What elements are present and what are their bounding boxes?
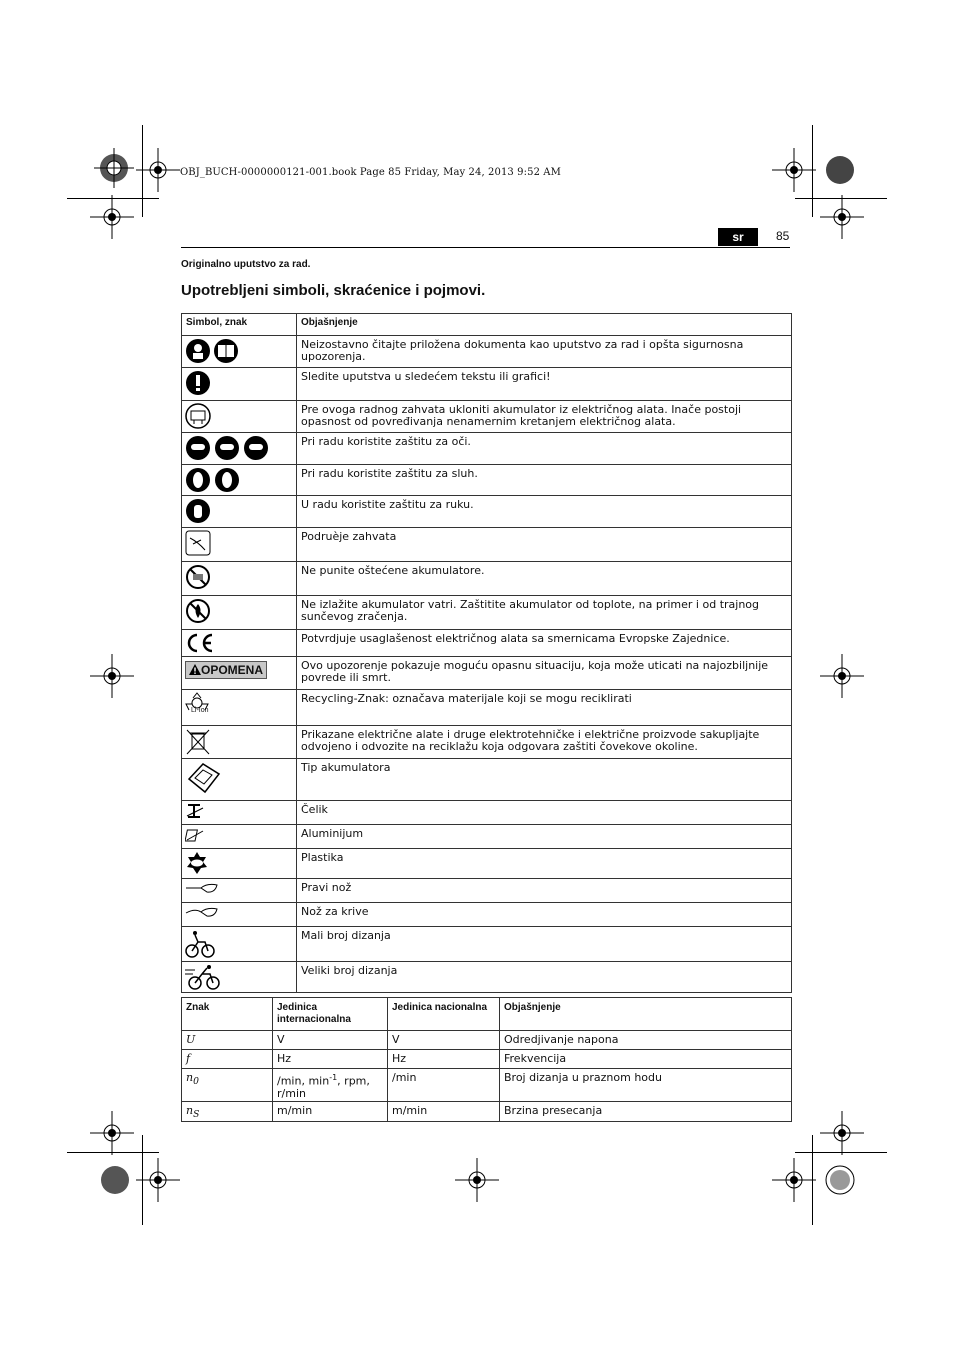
- unit-explanation: Brzina presecanja: [500, 1102, 792, 1122]
- table-row: [182, 927, 792, 962]
- unit-explanation: Broj dizanja u praznom hodu: [500, 1069, 792, 1102]
- unit-national: m/min: [388, 1102, 500, 1122]
- table-row: [182, 690, 792, 726]
- crosshair-icon: [90, 654, 134, 698]
- crosshair-icon: [772, 148, 816, 192]
- book-info-line: OBJ_BUCH-0000000121-001.book Page 85 Friday, May 24, 2013 9:52 AM: [180, 167, 561, 178]
- symbol-explanation: Veliki broj dizanja: [297, 962, 792, 993]
- table-row: [182, 496, 792, 528]
- symbol-explanation: Pravi nož: [297, 879, 792, 903]
- crosshair-icon: [90, 1111, 134, 1155]
- table-row: [182, 962, 792, 993]
- table-header-row: [182, 314, 792, 336]
- unit-international: Hz: [273, 1050, 388, 1069]
- crosshair-icon: [455, 1158, 499, 1202]
- work-area-icon: [185, 530, 211, 556]
- crosshair-icon: [820, 195, 864, 239]
- table-row: [182, 726, 792, 759]
- table-row: [182, 1102, 792, 1122]
- crosshair-icon: [820, 1111, 864, 1155]
- battery-pack-icon: [185, 761, 221, 795]
- unit-explanation: Frekvencija: [500, 1050, 792, 1069]
- symbol-explanation: Sledite uputstva u sledećem tekstu ili grafici!: [297, 368, 792, 401]
- crop-line: [142, 125, 143, 217]
- exclamation-icon: [185, 370, 211, 396]
- column-header: Objašnjenje: [500, 998, 792, 1031]
- table-row: [182, 759, 792, 801]
- aluminium-icon: [185, 827, 205, 843]
- registration-mark-icon: [820, 150, 860, 190]
- table-row: [182, 528, 792, 562]
- symbol-explanation: Ne izlažite akumulator vatri. Zaštitite akumulator od toplote, na primer i od trajnog sunčevog zračenja.: [297, 596, 792, 630]
- table-row: [182, 596, 792, 630]
- eye-protection-icon: [185, 435, 269, 461]
- table-row: [182, 1069, 792, 1102]
- symbol-explanation: Podruèje zahvata: [297, 528, 792, 562]
- crosshair-icon: [820, 654, 864, 698]
- registration-mark-icon: [95, 1160, 135, 1200]
- symbol-explanation: Recycling-Znak: označava materijale koji se mogu reciklirati: [297, 690, 792, 726]
- crop-line: [795, 198, 887, 199]
- unit-international: V: [273, 1031, 388, 1050]
- unit-symbol: n: [186, 1071, 194, 1084]
- table-row: [182, 433, 792, 465]
- unit-international: m/min: [273, 1102, 388, 1122]
- units-table: [181, 997, 792, 1122]
- page-number: 85: [776, 229, 790, 243]
- unit-superscript: -1: [329, 1073, 338, 1082]
- symbol-explanation: Čelik: [297, 801, 792, 825]
- symbol-explanation: Potvrdjuje usaglašenost električnog alata sa smernicama Evropske Zajednice.: [297, 630, 792, 657]
- crop-line: [812, 1135, 813, 1225]
- table-row: [182, 879, 792, 903]
- symbol-explanation: Pri radu koristite zaštitu za sluh.: [297, 465, 792, 496]
- curve-blade-icon: [185, 905, 219, 919]
- registration-mark-icon: [94, 148, 134, 188]
- table-row: [182, 562, 792, 596]
- table-row: [182, 1050, 792, 1069]
- plastic-pvc-icon: [185, 851, 209, 875]
- symbol-explanation: Ovo upozorenje pokazuje moguću opasnu situaciju, koja može uticati na najozbiljnije povrede ili smrt.: [297, 657, 792, 690]
- ear-protection-icon: [185, 467, 241, 493]
- straight-blade-icon: [185, 881, 219, 895]
- unit-symbol: f: [186, 1052, 191, 1065]
- symbol-explanation: Neizostavno čitajte priložena dokumenta kao uputstvo za rad i opšta sigurnosna upozorenja.: [297, 336, 792, 368]
- unit-symbol-subscript: 0: [193, 1076, 199, 1088]
- column-header: Znak: [182, 998, 273, 1031]
- table-row: [182, 1031, 792, 1050]
- symbol-explanation: Ne punite oštećene akumulatore.: [297, 562, 792, 596]
- low-speed-bicycle-icon: [185, 929, 215, 959]
- table-row: [182, 465, 792, 496]
- warning-badge-label: OPOMENA: [201, 663, 264, 677]
- unit-national: /min: [388, 1069, 500, 1102]
- section-heading: Upotrebljeni simboli, skraćenice i pojmovi.: [181, 282, 486, 299]
- unit-symbol: U: [186, 1033, 196, 1046]
- crosshair-icon: [772, 1158, 816, 1202]
- table-row: [182, 657, 792, 690]
- document-subtitle: Originalno uputstvo za rad.: [181, 259, 311, 270]
- table-row: [182, 849, 792, 879]
- crop-line: [142, 1135, 143, 1225]
- table-header-row: [182, 998, 792, 1031]
- symbol-explanation: Plastika: [297, 849, 792, 879]
- read-manual-icon: [185, 338, 239, 364]
- no-charging-damaged-battery-icon: [185, 564, 211, 590]
- table-row: [182, 336, 792, 368]
- unit-symbol: n: [186, 1104, 194, 1117]
- crop-line: [67, 198, 159, 199]
- table-row: [182, 825, 792, 849]
- unit-national: Hz: [388, 1050, 500, 1069]
- hand-protection-icon: [185, 498, 211, 524]
- column-header: Simbol, znak: [182, 314, 297, 336]
- symbol-explanation: U radu koristite zaštitu za ruku.: [297, 496, 792, 528]
- table-row: [182, 401, 792, 433]
- table-row: [182, 903, 792, 927]
- column-header: Jedinica internacionalna: [273, 998, 388, 1031]
- unit-international-rest: , rpm, r/min: [277, 1074, 370, 1100]
- unit-national: V: [388, 1031, 500, 1050]
- table-row: [182, 801, 792, 825]
- symbol-explanation: Aluminijum: [297, 825, 792, 849]
- symbol-explanation: Pre ovoga radnog zahvata ukloniti akumulator iz električnog alata. Inače postoji opasnost od povređivanja nenamernim kretanjem električnog alata.: [297, 401, 792, 433]
- symbol-explanation: Prikazane električne alate i druge elektrotehničke i električne proizvode sakupljajte odvojeno i odvozite na reciklažu koja odgovara zaštiti čovekove okoline.: [297, 726, 792, 759]
- no-fire-icon: [185, 598, 211, 624]
- crop-line: [67, 1152, 159, 1153]
- warning-badge: [185, 661, 267, 679]
- table-row: [182, 630, 792, 657]
- ce-mark-icon: [185, 632, 215, 654]
- crosshair-icon: [90, 195, 134, 239]
- symbol-explanation: Mali broj dizanja: [297, 927, 792, 962]
- recycling-label: Li-Ion: [191, 707, 209, 714]
- registration-mark-icon: [820, 1160, 860, 1200]
- table-row: [182, 368, 792, 401]
- column-header: Jedinica nacionalna: [388, 998, 500, 1031]
- symbol-explanation: Pri radu koristite zaštitu za oči.: [297, 433, 792, 465]
- unit-explanation: Odredjivanje napona: [500, 1031, 792, 1050]
- symbols-table: [181, 313, 792, 993]
- warning-triangle-icon: [189, 664, 201, 675]
- column-header: Objašnjenje: [297, 314, 792, 336]
- high-speed-bicycle-icon: [185, 964, 221, 990]
- symbol-explanation: Tip akumulatora: [297, 759, 792, 801]
- crossed-bin-icon: [185, 728, 211, 756]
- language-badge: sr: [718, 228, 758, 246]
- symbol-explanation: Nož za krive: [297, 903, 792, 927]
- remove-battery-icon: [185, 403, 211, 429]
- header-divider: [181, 247, 790, 248]
- unit-symbol-subscript: S: [193, 1109, 200, 1121]
- steel-icon: [185, 803, 205, 819]
- crop-line: [795, 1152, 887, 1153]
- crop-line: [812, 125, 813, 217]
- unit-international: /min, min: [277, 1074, 330, 1088]
